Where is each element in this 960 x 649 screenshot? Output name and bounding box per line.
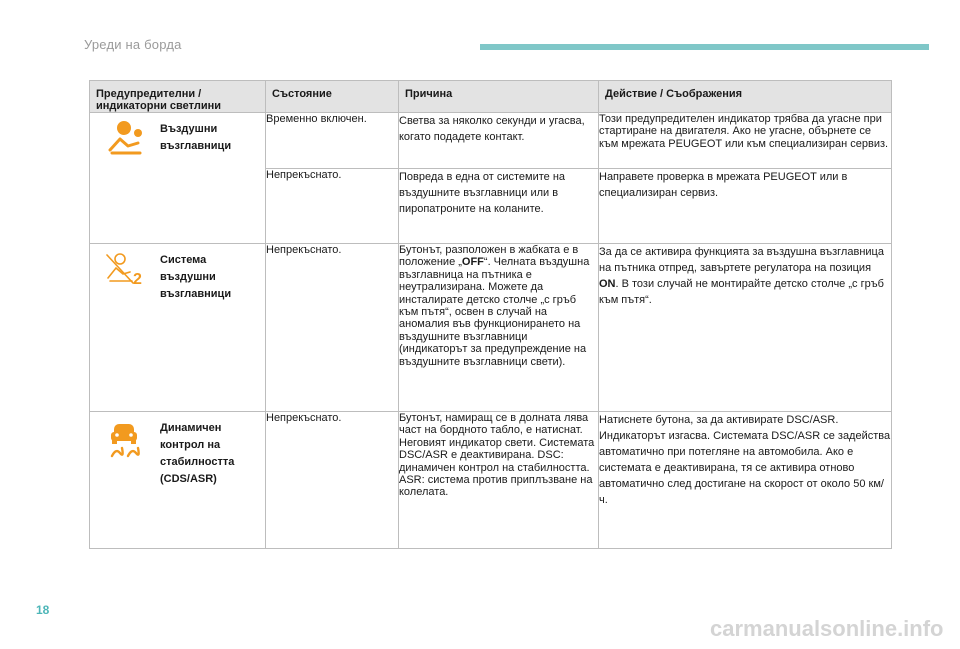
section-title: Уреди на борда xyxy=(84,37,182,52)
indicator-cell-dsc xyxy=(90,412,266,549)
column-header-state: Състояние xyxy=(266,81,399,113)
state-cell: Непрекъснато. xyxy=(266,169,399,244)
column-header-cause: Причина xyxy=(399,81,599,113)
action-cell: Този предупредителен индикатор трябва да угасне при стартиране на двигателя. Ако не угасне, обърнете се към мрежата PEUGEOT или към специализиран сервиз. xyxy=(599,113,892,169)
cause-cell: Светва за няколко секунди и угасва, когато подадете контакт. xyxy=(399,113,599,169)
table-row xyxy=(90,113,892,169)
indicator-cell-airbag xyxy=(90,113,266,244)
table-header-row xyxy=(90,81,892,113)
state-cell: Непрекъснато. xyxy=(266,244,399,412)
action-cell: За да се активира функцията за въздушна възглавница на пътника отпред, завъртете регулатора на позиция ON. В този случай не монтирайте детско столче „с гръб към пътя“. xyxy=(599,244,892,412)
cause-cell: Повреда в една от системите на въздушните възглавници или в пиропатроните на коланите. xyxy=(399,169,599,244)
warning-lights-table xyxy=(89,80,892,549)
indicator-name: Система въздушни възглавници xyxy=(160,254,232,300)
cause-cell: Бутонът, намиращ се в долната лява част на бордното табло, е натиснат. Неговият индикатор свети. Системата DSC/ASR е деактивирана. DSC: динамичен контрол на стабилността. ASR: система против приплъзване на колелата. xyxy=(399,412,599,549)
watermark: carmanualsonline.info xyxy=(710,616,944,641)
svg-text:2: 2 xyxy=(133,271,142,288)
dsc-asr-icon xyxy=(102,420,148,460)
indicator-cell-airbag-off xyxy=(90,244,266,412)
page-number: 18 xyxy=(36,603,50,617)
table-row xyxy=(90,412,892,549)
state-cell: Временно включен. xyxy=(266,113,399,169)
state-cell: Непрекъснато. xyxy=(266,412,399,549)
action-cell: Направете проверка в мрежата PEUGEOT или в специализиран сервиз. xyxy=(599,169,892,244)
airbag-passenger-icon xyxy=(102,119,148,159)
indicator-name: Динамичен контрол на стабилността (CDS/ASR) xyxy=(160,422,235,485)
table-row xyxy=(90,244,892,412)
indicator-name: Въздушни възглавници xyxy=(160,123,232,152)
airbag-off-icon xyxy=(102,250,148,290)
cause-cell: Бутонът, разположен в жабката е в положение „OFF“. Челната въздушна възглавница на пътника е неутрализирана. Можете да инсталирате детско столче „с гръб към пътя“, освен в случай на аномалия във функционирането на въздушните възглавници (индикаторът за предупреждение на въздушните възглавници свети). xyxy=(399,244,599,412)
action-cell: Натиснете бутона, за да активирате DSC/ASR. Индикаторът изгасва. Системата DSC/ASR се задейства автоматично при потегляне на автомобила. Ако е системата е деактивирана, тя се активира отново автоматично след достигане на скорост от около 50 км/ч. xyxy=(599,412,892,549)
header-accent-bar xyxy=(480,44,929,50)
column-header-indicator: Предупредителни / индикаторни светлини xyxy=(90,81,266,113)
column-header-action: Действие / Съображения xyxy=(599,81,892,113)
